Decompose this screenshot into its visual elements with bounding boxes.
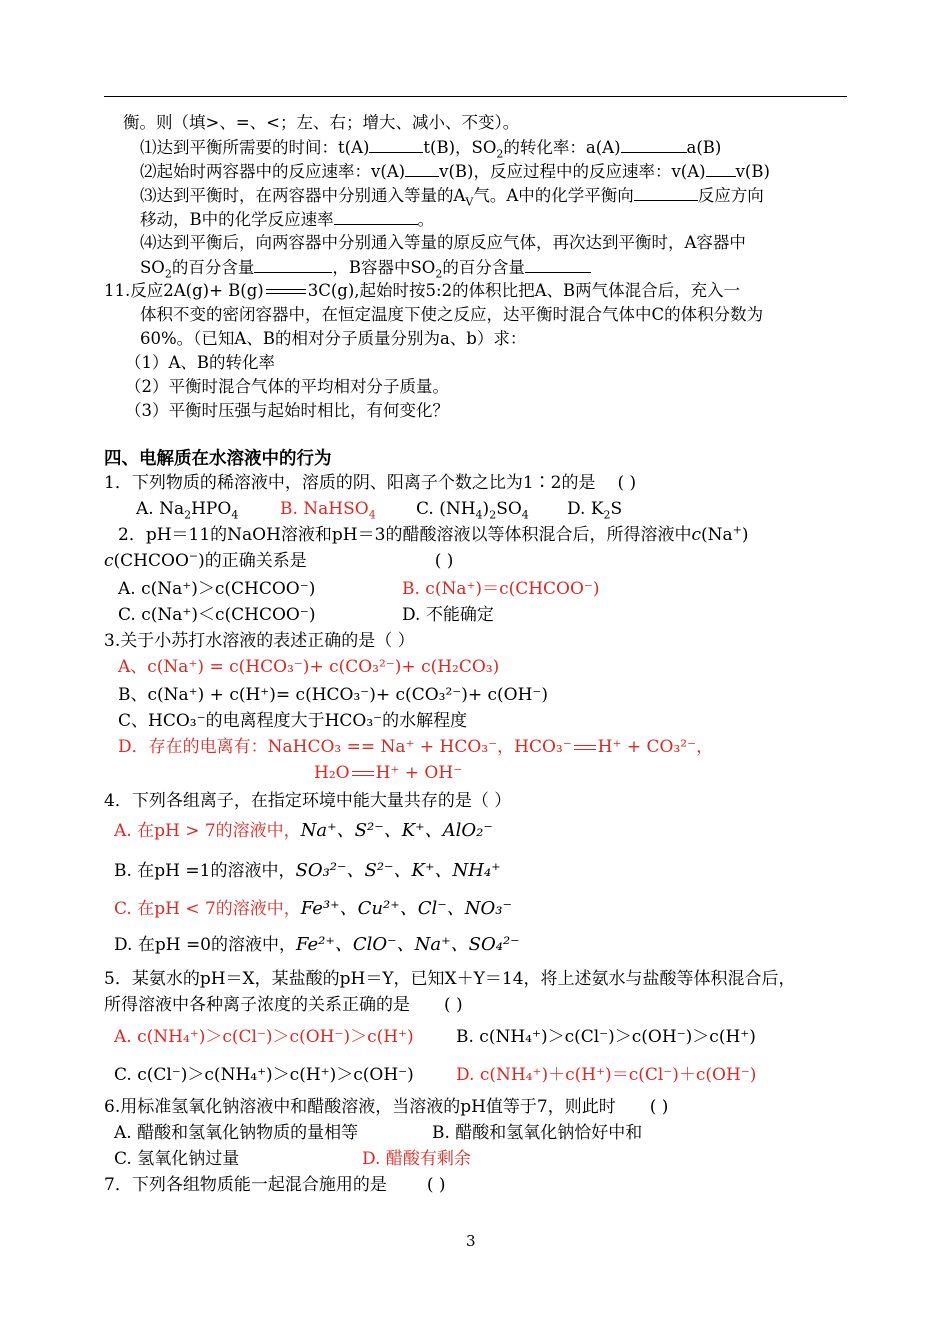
p3-option-a[interactable]: A、c(Na⁺) = c(HCO₃⁻)+ c(CO₃²⁻)+ c(H₂CO₃) — [118, 657, 500, 677]
blank[interactable] — [405, 160, 439, 177]
equilibrium-arrow-icon — [350, 768, 376, 780]
q3b-line: 移动，B中的化学反应速率 。 — [140, 210, 435, 229]
q2-line: ⑵起始时两容器中的反应速率：v(A) v(B)，反应过程中的反应速率：v(A) v(B) — [140, 162, 770, 181]
p4-option-c[interactable]: C. 在pH < 7的溶液中，Fe³⁺、Cu²⁺、Cl⁻、NO₃⁻ — [114, 898, 513, 919]
q11-sub1: （1）A、B的转化率 — [125, 353, 276, 372]
q11-line3: 60%。（已知A、B的相对分子质量分别为a、b）求： — [140, 329, 527, 348]
p7-stem: 7．下列各组物质能一起混合施用的是 ( ) — [104, 1175, 446, 1195]
p5-line1: 5．某氨水的pH＝X，某盐酸的pH＝Y，已知X＋Y＝14，将上述氨水与盐酸等体积混合后， — [104, 969, 796, 989]
q11-sub2: （2）平衡时混合气体的平均相对分子质量。 — [125, 377, 449, 396]
p2-line1: 2．pH＝11的NaOH溶液和pH＝3的醋酸溶液以等体积混合后，所得溶液中c(Na+) — [118, 523, 749, 545]
p3-stem: 3.关于小苏打水溶液的表述正确的是（ ） — [104, 631, 415, 651]
blank[interactable] — [334, 208, 418, 225]
p5-line2: 所得溶液中各种离子浓度的关系正确的是 ( ) — [104, 995, 463, 1015]
page-number: 3 — [466, 1232, 476, 1250]
equilibrium-arrow-icon — [572, 742, 598, 754]
p3-option-d[interactable]: D．存在的电离有：NaHCO₃ == Na⁺ + HCO₃⁻，HCO₃⁻ H⁺ + CO₃²⁻， — [118, 737, 714, 757]
header-rule — [104, 96, 847, 97]
p4-stem: 4．下列各组离子，在指定环境中能大量共存的是（ ） — [104, 791, 512, 811]
p6-option-d[interactable]: D. 醋酸有剩余 — [362, 1149, 471, 1169]
p1-stem: 1．下列物质的稀溶液中，溶质的阴、阳离子个数之比为1∶2的是 ( ) — [104, 473, 637, 493]
p3-option-c[interactable]: C、HCO₃⁻的电离程度大于HCO₃⁻的水解程度 — [118, 711, 468, 731]
blank[interactable] — [525, 256, 591, 273]
p2-option-b[interactable]: B. c(Na⁺)＝c(CHCOO⁻) — [402, 579, 600, 599]
blank[interactable] — [706, 160, 736, 177]
blank[interactable] — [254, 256, 332, 273]
p2-line2: c(CHCOO−)的正确关系是 ( ) — [104, 549, 454, 571]
p6-option-b[interactable]: B. 醋酸和氢氧化钠恰好中和 — [432, 1123, 643, 1143]
section-heading: 四、电解质在水溶液中的行为 — [104, 449, 332, 469]
p6-option-a[interactable]: A. 醋酸和氢氧化钠物质的量相等 — [114, 1123, 359, 1143]
p5-option-b[interactable]: B. c(NH₄⁺)＞c(Cl⁻)＞c(OH⁻)＞c(H⁺) — [456, 1027, 756, 1047]
p4-option-b[interactable]: B. 在pH =1的溶液中，SO₃²⁻、S²⁻、K⁺、NH₄⁺ — [114, 860, 501, 881]
q4-line: ⑷达到平衡后，向两容器中分别通入等量的原反应气体，再次达到平衡时，A容器中 — [140, 233, 746, 252]
p2-option-c[interactable]: C. c(Na⁺)＜c(CHCOO⁻) — [118, 605, 316, 625]
p1-option-c[interactable]: C. $(NH_4)_2SO_4$ — [416, 499, 529, 522]
p5-option-d[interactable]: D. c(NH₄⁺)＋c(H⁺)＝c(Cl⁻)＋c(OH⁻) — [456, 1065, 757, 1085]
q4b-line: $SO_2$的百分含量 ，B容器中$SO_2$的百分含量 — [140, 256, 591, 279]
p4-option-d[interactable]: D. 在pH =0的溶液中，Fe²⁺、ClO⁻、Na⁺、SO₄²⁻ — [114, 934, 520, 955]
p3-option-d-line2: H₂O H⁺ + OH⁻ — [314, 763, 463, 783]
q11-sub3: （3）平衡时压强与起始时相比，有何变化？ — [125, 401, 449, 420]
p3-option-b[interactable]: B、c(Na⁺) + c(H⁺)= c(HCO₃⁻)+ c(CO₃²⁻)+ c(OH⁻) — [118, 685, 549, 705]
intro-line: 衡。则（填>、=、<；左、右；增大、减小、不变）。 — [123, 113, 520, 132]
p2-option-d[interactable]: D. 不能确定 — [402, 605, 494, 625]
q11-line2: 体积不变的密闭容器中，在恒定温度下使之反应，达平衡时混合气体中C的体积分数为 — [140, 305, 764, 324]
p6-option-c[interactable]: C. 氢氧化钠过量 — [114, 1149, 240, 1169]
blank[interactable] — [621, 136, 687, 153]
p5-option-a[interactable]: A. c(NH₄⁺)＞c(Cl⁻)＞c(OH⁻)＞c(H⁺) — [114, 1027, 414, 1047]
q3-line: ⑶达到平衡时，在两容器中分别通入等量的$A_V$气。A中的化学平衡向 反应方向 — [140, 186, 764, 209]
p1-option-a[interactable]: A. $Na_2HPO_4$ — [136, 499, 239, 522]
p5-option-c[interactable]: C. c(Cl⁻)＞c(NH₄⁺)＞c(H⁺)＞c(OH⁻) — [114, 1065, 414, 1085]
equilibrium-arrow-icon — [264, 286, 308, 298]
p1-option-b[interactable]: B. NaHSO$_4$ — [280, 499, 376, 522]
p1-option-d[interactable]: D. $K_2S$ — [567, 499, 623, 522]
q1-line: ⑴达到平衡所需要的时间：t(A) t(B)，$SO_2$的转化率：a(A) a(B) — [140, 138, 722, 161]
p2-option-a[interactable]: A. c(Na⁺)＞c(CHCOO⁻) — [118, 579, 316, 599]
p4-option-a[interactable]: A. 在pH > 7的溶液中，Na⁺、S²⁻、K⁺、AlO₂⁻ — [114, 820, 493, 841]
blank[interactable] — [634, 184, 698, 201]
blank[interactable] — [369, 136, 423, 153]
q11-line1: 11.反应2A(g)+ B(g) 3C(g),起始时按5:2的体积比把A、B两气体混合后，充入一 — [104, 281, 741, 300]
p6-stem: 6.用标准氢氧化钠溶液中和醋酸溶液，当溶液的pH值等于7，则此时 ( ) — [104, 1097, 669, 1117]
